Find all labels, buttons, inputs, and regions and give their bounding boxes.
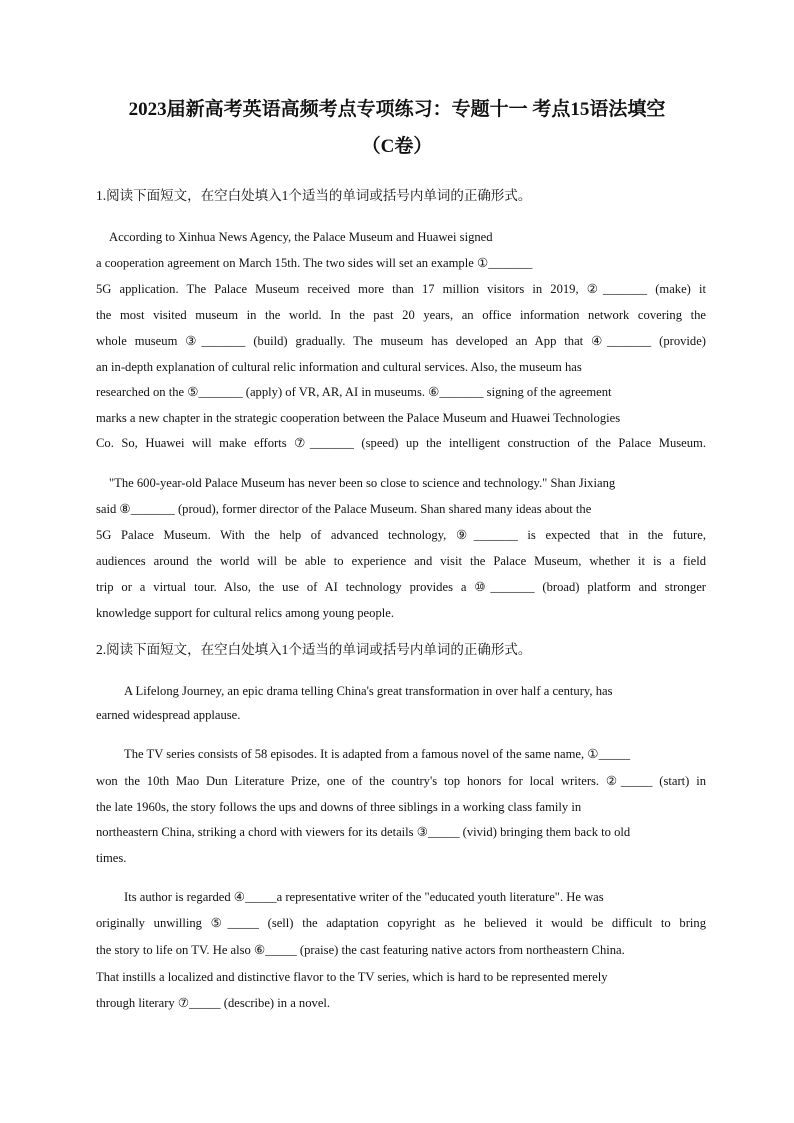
question-1-instruction: 1.阅读下面短文，在空白处填入1个适当的单词或括号内单词的正确形式。 (96, 188, 532, 203)
q2-p2-line: won the 10th Mao Dun Literature Prize, one of the country's top honors for local writers. ②_____ (start) in (96, 774, 706, 788)
q1-p1-line: Co. So, Huawei will make efforts ⑦_______ (speed) up the intelligent construction of the Palace Museum. (96, 436, 706, 450)
q2-p3-line: That instills a localized and distinctive flavor to the TV series, which is hard to be represented merely (96, 970, 608, 984)
q2-p3-line: through literary ⑦_____ (describe) in a novel. (96, 996, 331, 1010)
document-subtitle: （C卷） (361, 136, 433, 157)
q2-p1-line: A Lifelong Journey, an epic drama telling China's great transformation in over half a century, has (124, 684, 613, 698)
q2-p3-line: the story to life on TV. He also ⑥_____ (praise) the cast featuring native actors from northeastern China. (96, 943, 625, 957)
q1-p1-line: researched on the ⑤_______ (apply) of VR, AR, AI in museums. ⑥_______ signing of the agreement (96, 385, 612, 399)
q2-p2-line: the late 1960s, the story follows the ups and downs of three siblings in a working class family in (96, 800, 582, 814)
q1-p2-line: audiences around the world will be able to experience and visit the Palace Museum, whether it is a field (96, 554, 706, 568)
q2-p1-line: earned widespread applause. (96, 708, 241, 722)
q1-p2-line: knowledge support for cultural relics among young people. (96, 606, 394, 620)
q2-p2-line: northeastern China, striking a chord with viewers for its details ③_____ (vivid) bringing them back to old (96, 825, 631, 839)
q1-p1-line: an in-depth explanation of cultural relic information and cultural services. Also, the museum has (96, 360, 582, 374)
q1-p1-line: whole museum ③_______ (build) gradually. The museum has developed an App that ④_______ (provide) (96, 334, 706, 348)
q1-p1-line: According to Xinhua News Agency, the Palace Museum and Huawei signed (109, 230, 493, 244)
q1-p2-line: 5G Palace Museum. With the help of advanced technology, ⑨_______ is expected that in the future, (96, 528, 706, 542)
q1-p2-line: trip or a virtual tour. Also, the use of AI technology provides a ⑩_______ (broad) platform and stronger (96, 580, 706, 594)
q2-p2-line: The TV series consists of 58 episodes. It is adapted from a famous novel of the same name, ①_____ (124, 747, 631, 761)
q1-p2-line: "The 600-year-old Palace Museum has never been so close to science and technology." Shan Jixiang (109, 476, 616, 490)
q1-p1-line: 5G application. The Palace Museum received more than 17 million visitors in 2019, ②_______ (make) it (96, 282, 706, 296)
q1-p2-line: said ⑧_______ (proud), former director of the Palace Museum. Shan shared many ideas about the (96, 502, 592, 516)
q1-p1-line: a cooperation agreement on March 15th. The two sides will set an example ①_______ (96, 256, 533, 270)
question-2-instruction: 2.阅读下面短文，在空白处填入1个适当的单词或括号内单词的正确形式。 (96, 642, 532, 657)
q2-p3-line: Its author is regarded ④_____a representative writer of the "educated youth literature". He was (124, 890, 604, 904)
q1-p1-line: marks a new chapter in the strategic cooperation between the Palace Museum and Huawei Technologies (96, 411, 621, 425)
q2-p2-line: times. (96, 851, 127, 865)
document-title: 2023届新高考英语高频考点专项练习：专题十一 考点15语法填空 (128, 99, 666, 120)
q2-p3-line: originally unwilling ⑤_____ (sell) the adaptation copyright as he believed it would be difficult to bring (96, 916, 706, 930)
q1-p1-line: the most visited museum in the world. In the past 20 years, an office information network covering the (96, 308, 706, 322)
